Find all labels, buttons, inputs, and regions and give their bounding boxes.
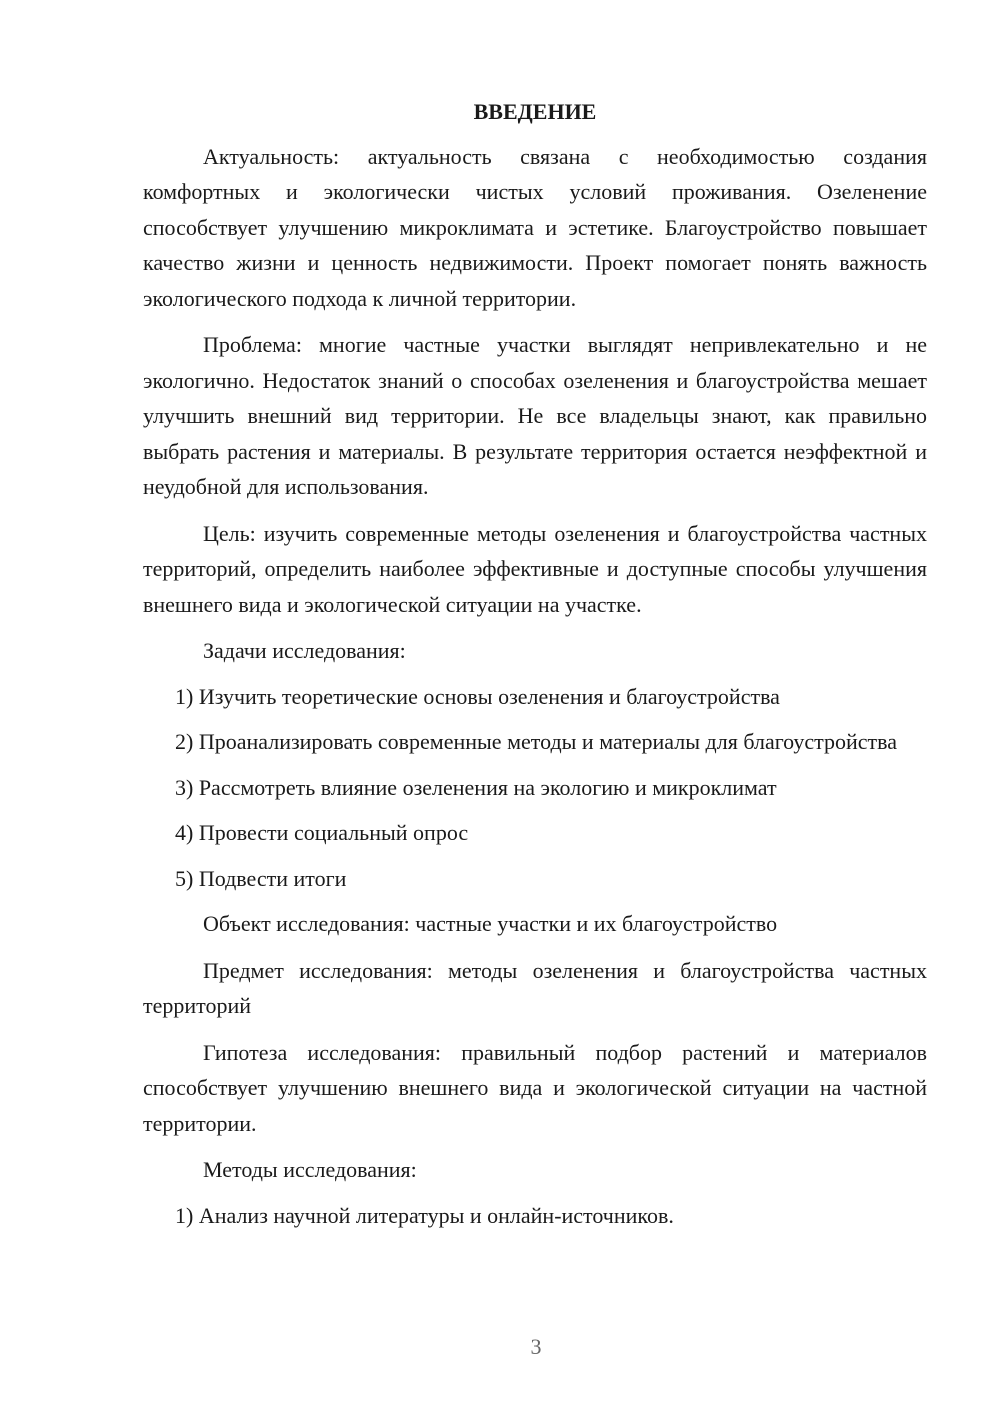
task-item-4: 4) Провести социальный опрос: [175, 820, 469, 845]
task-item-2: 2) Проанализировать современные методы и материалы для благоустройства: [175, 729, 898, 754]
goal-paragraph: Цель: изучить современные методы озеленения и благоустройства частных территорий, определить наиболее эффективные и доступные способы улучшения внешнего вида и экологической ситуации на участке.: [143, 520, 927, 617]
document-page: [143, 94, 927, 1243]
methods-heading: Методы исследования:: [203, 1157, 417, 1182]
object-paragraph: Объект исследования: частные участки и их благоустройство: [203, 911, 778, 936]
hypothesis-paragraph: Гипотеза исследования: правильный подбор растений и материалов способствует улучшению внешнего вида и экологической ситуации на частной территории.: [143, 1039, 927, 1136]
tasks-heading: Задачи исследования:: [203, 638, 406, 663]
method-item-1: 1) Анализ научной литературы и онлайн-источников.: [175, 1202, 674, 1228]
problem-paragraph: Проблема: многие частные участки выглядят непривлекательно и не экологично. Недостаток знаний о способах озеленения и благоустройства мешает улучшить внешний вид территории. Не все владельцы знают, как правильно выбрать растения и материалы. В результате территория остается неэффектной и неудобной для использования.: [143, 332, 927, 499]
methods-list: [143, 1198, 927, 1234]
tasks-list: [143, 679, 927, 897]
task-item-3: 3) Рассмотреть влияние озеленения на экологию и микроклимат: [175, 774, 777, 800]
page-title: ВВЕДЕНИЕ: [473, 99, 597, 124]
page-number: 3: [530, 1334, 542, 1359]
subject-paragraph: Предмет исследования: методы озеленения и благоустройства частных территорий: [143, 957, 927, 1018]
task-item-1: 1) Изучить теоретические основы озеленения и благоустройства: [175, 683, 780, 709]
relevance-paragraph: Актуальность: актуальность связана с необходимостью создания комфортных и экологически чистых условий проживания. Озеленение способствует улучшению микроклимата и эстетике. Благоустройство повышает качество жизни и ценность недвижимости. Проект помогает понять важность экологического подхода к личной территории.: [143, 143, 927, 311]
task-item-5: 5) Подвести итоги: [175, 865, 347, 891]
